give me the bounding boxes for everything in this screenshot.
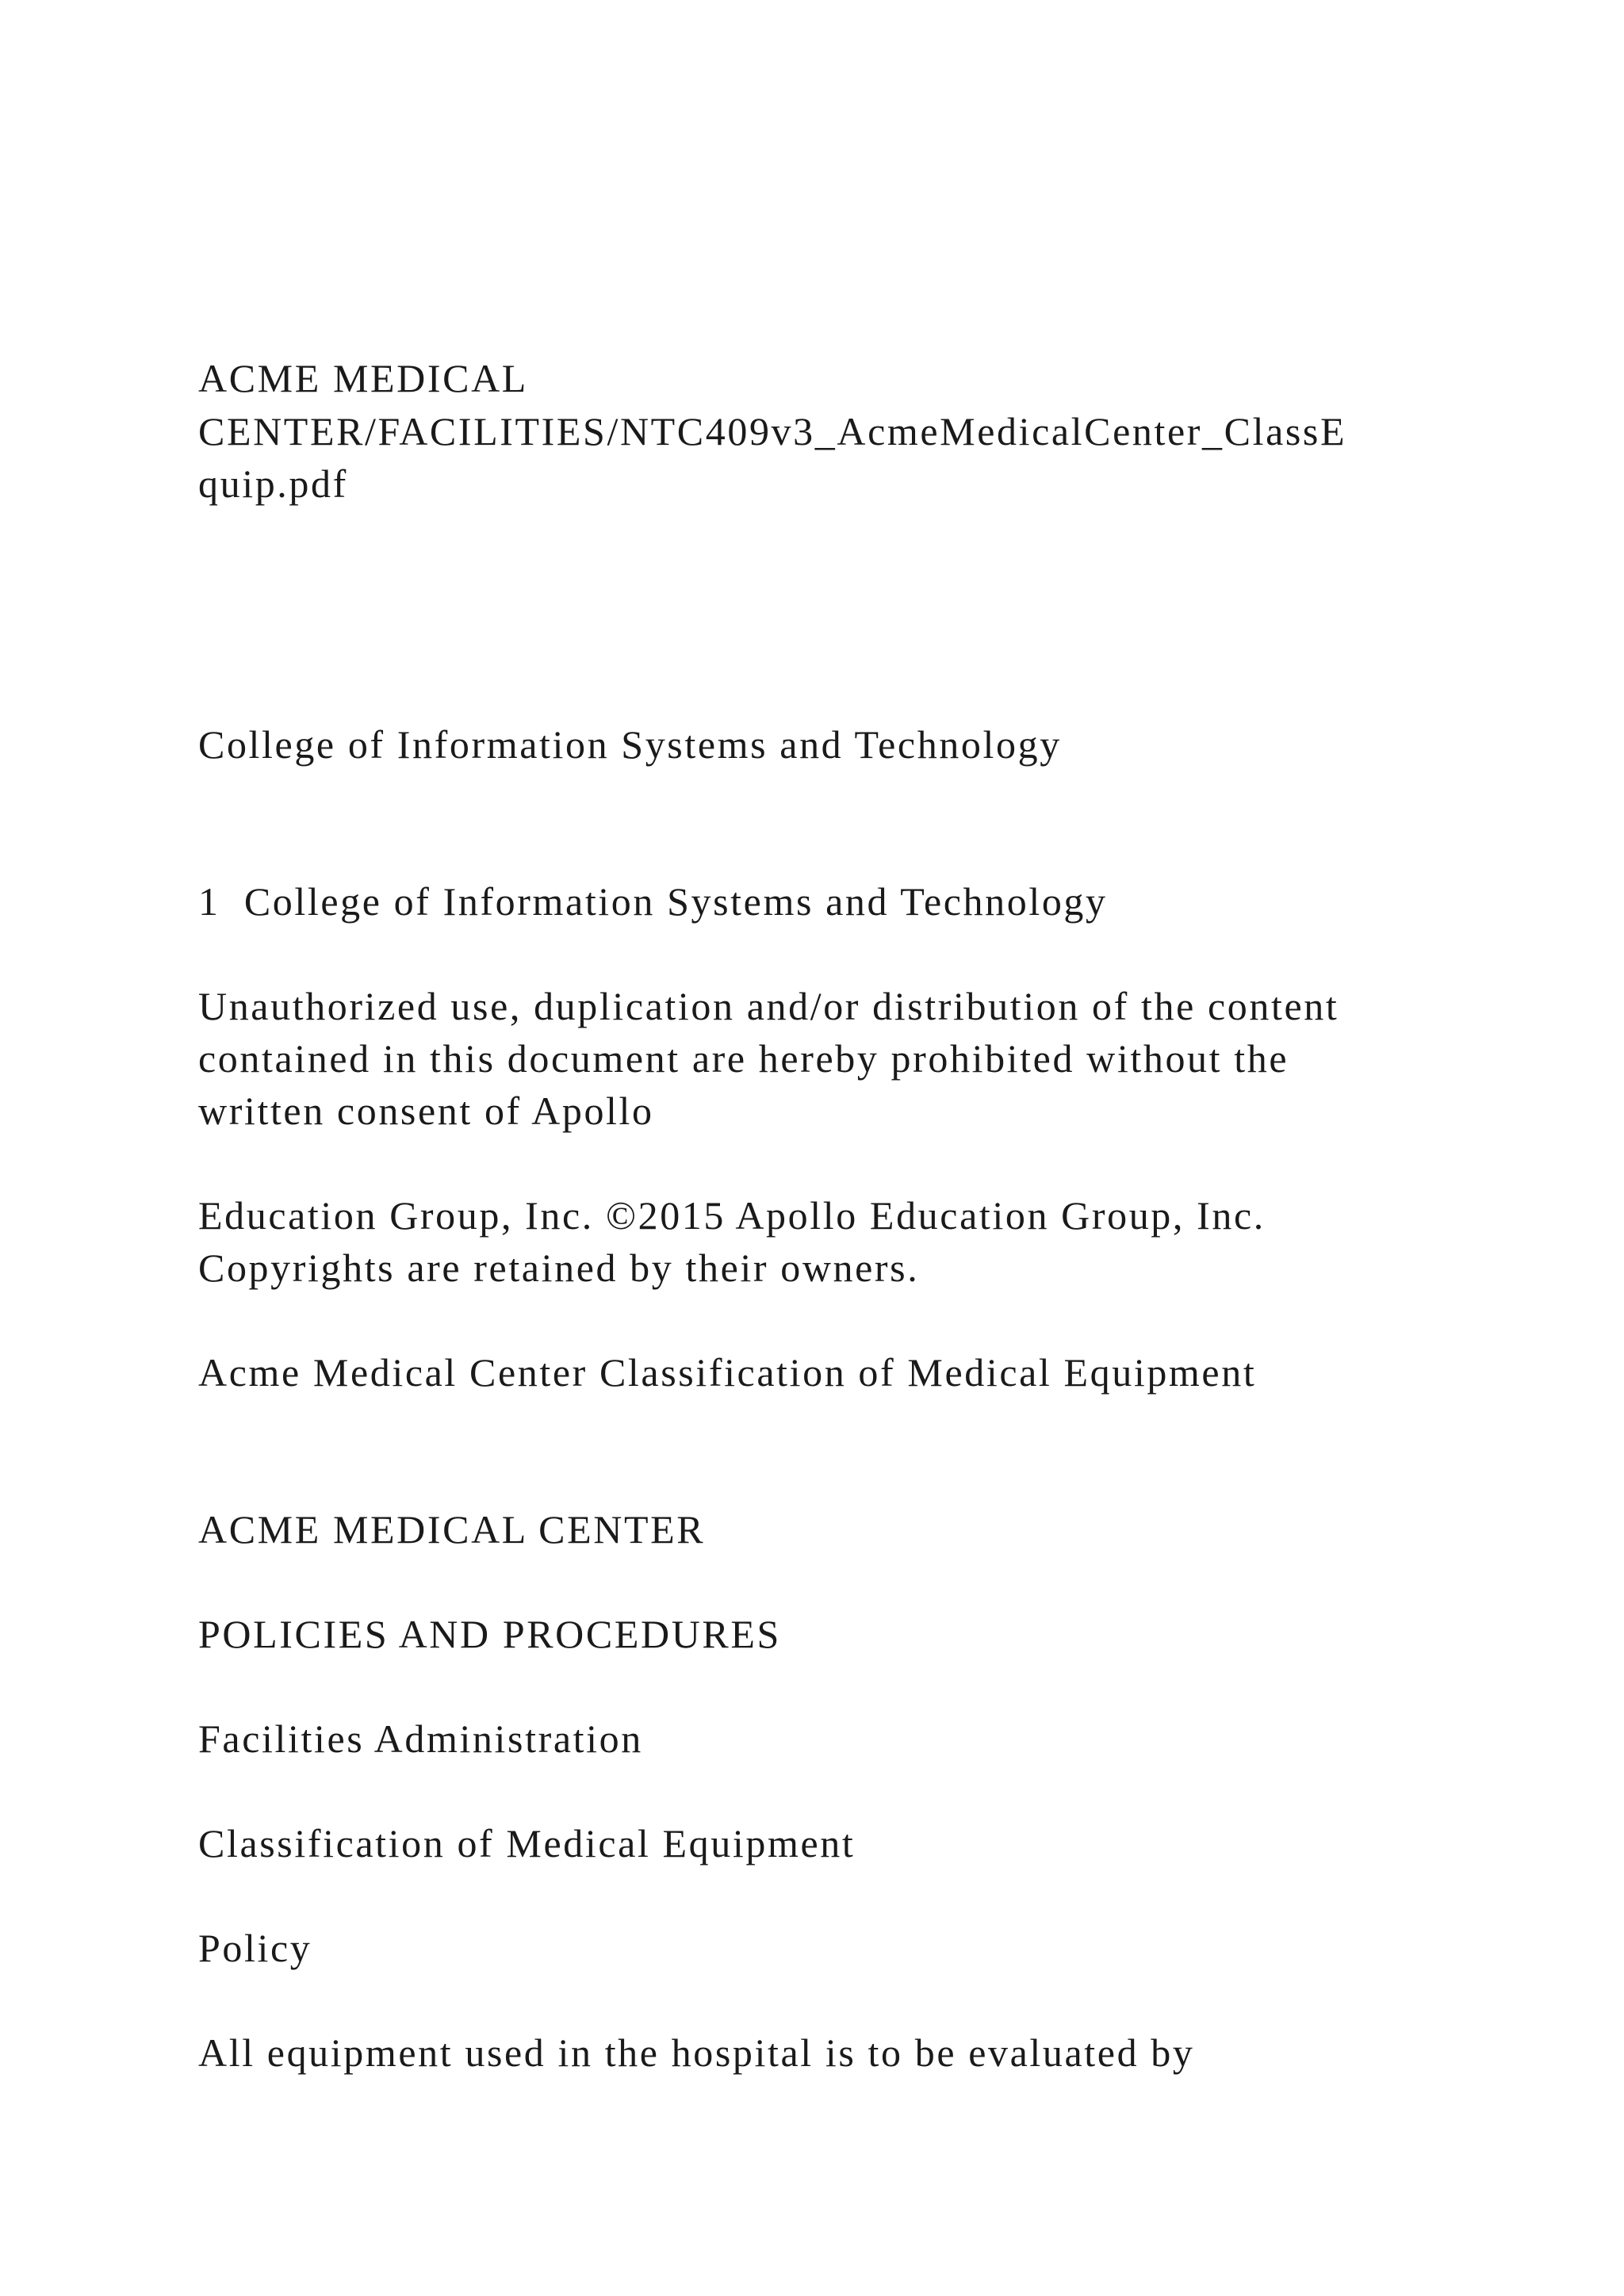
organization-name: ACME MEDICAL CENTER [198, 1507, 706, 1552]
copyright-line-1: Education Group, Inc. ©2015 Apollo Education Group, Inc. [198, 1193, 1266, 1238]
policy-title: Classification of Medical Equipment [198, 1821, 856, 1866]
notice-line-1: Unauthorized use, duplication and/or distribution of the content [198, 984, 1339, 1028]
department-name: Facilities Administration [198, 1716, 643, 1761]
section-heading: POLICIES AND PROCEDURES [198, 1612, 781, 1656]
notice-line-2: contained in this document are hereby prohibited without the [198, 1036, 1289, 1081]
policy-label: Policy [198, 1926, 312, 1970]
policy-text: All equipment used in the hospital is to be evaluated by [198, 2030, 1195, 2075]
page-header-college-name: College of Information Systems and Technology [243, 879, 1108, 924]
path-heading-line-1: ACME MEDICAL [198, 356, 528, 400]
college-name: College of Information Systems and Technology [198, 722, 1062, 767]
notice-line-3: written consent of Apollo [198, 1089, 654, 1133]
path-heading-line-3: quip.pdf [198, 461, 348, 506]
copyright-line-2: Copyrights are retained by their owners. [198, 1246, 920, 1290]
page-number: 1 [198, 879, 220, 924]
page-header [198, 875, 1108, 928]
path-heading-line-2: CENTER/FACILITIES/NTC409v3_AcmeMedicalCenter_ClassE [198, 409, 1347, 453]
document-title: Acme Medical Center Classification of Medical Equipment [198, 1350, 1257, 1395]
